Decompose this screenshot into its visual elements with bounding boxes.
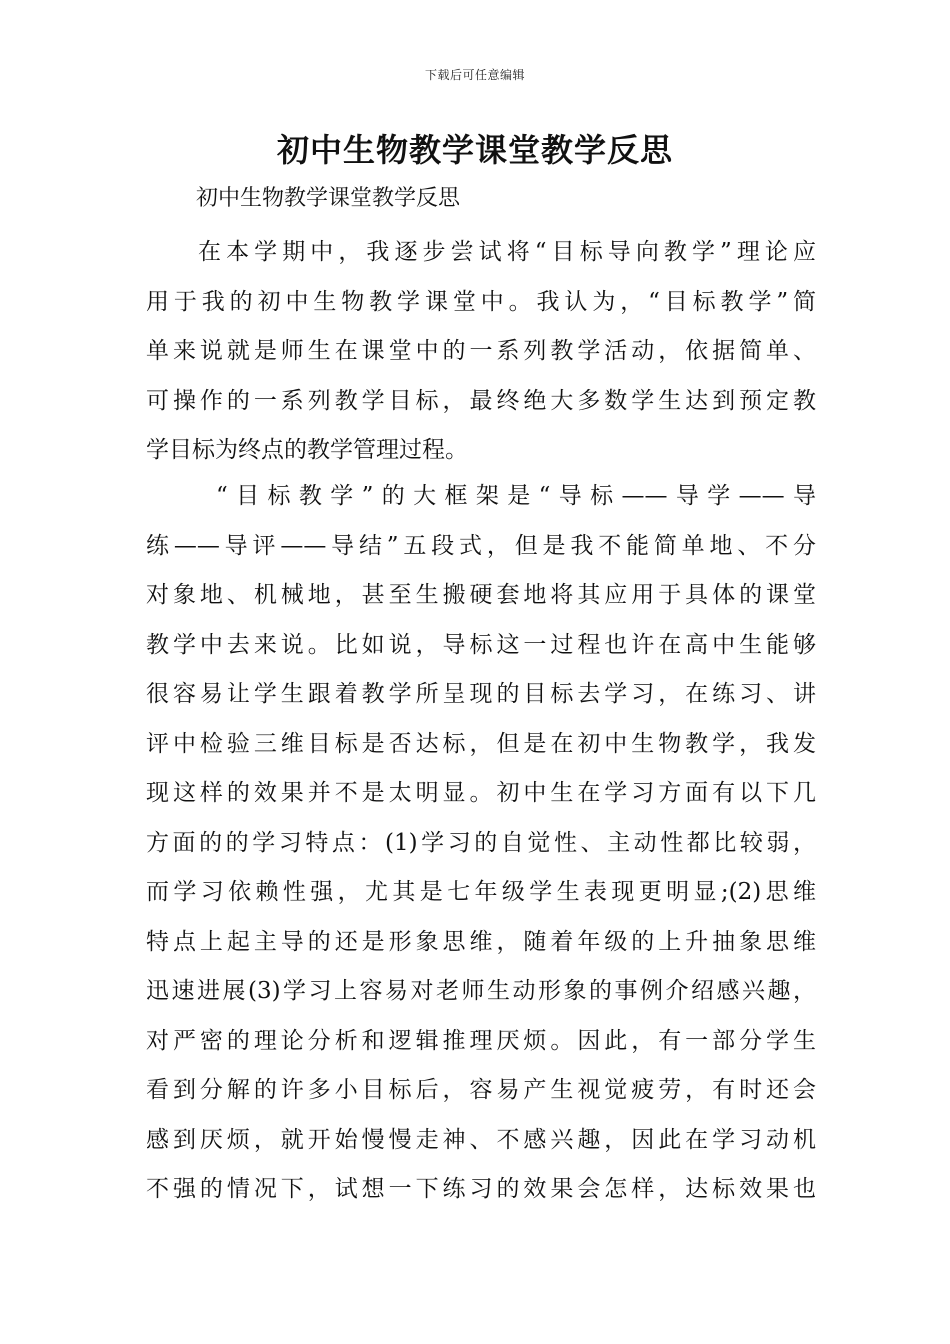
paragraph-line: 看到分解的许多小目标后，容易产生视觉疲劳，有时还会: [146, 1077, 816, 1103]
document-title: 初中生物教学课堂教学反思: [276, 131, 673, 169]
paragraph-line: 可操作的一系列教学目标，最终绝大多数学生达到预定教: [146, 387, 816, 414]
paragraph-line: 而学习依赖性强，尤其是七年级学生表现更明显;(2)思维: [146, 879, 816, 905]
paragraph-line: 对象地、机械地，甚至生搬硬套地将其应用于具体的课堂: [146, 582, 816, 608]
paragraph-2: [146, 472, 816, 1215]
paragraph-line: 对严密的理论分析和逻辑推理厌烦。因此，有一部分学生: [146, 1027, 816, 1054]
paragraph-line: 教学中去来说。比如说，导标这一过程也许在高中生能够: [146, 631, 816, 658]
paragraph-line: 特点上起主导的还是形象思维，随着年级的上升抽象思维: [146, 928, 816, 955]
paragraph-line: 不强的情况下，试想一下练习的效果会怎样，达标效果也: [146, 1176, 816, 1202]
paragraph-line: 很容易让学生跟着教学所呈现的目标去学习，在练习、讲: [146, 681, 816, 707]
paragraph-line: 现这样的效果并不是太明显。初中生在学习方面有以下几: [146, 780, 816, 806]
paragraph-line: “目标教学”的大框架是“导标——导学——导: [216, 483, 816, 509]
paragraph-line: 单来说就是师生在课堂中的一系列教学活动，依据简单、: [146, 338, 816, 364]
paragraph-line: 方面的的学习特点：(1)学习的自觉性、主动性都比较弱，: [146, 829, 816, 856]
paragraph-line: 感到厌烦，就开始慢慢走神、不感兴趣，因此在学习动机: [146, 1126, 816, 1153]
paragraph-line: 在本学期中，我逐步尝试将“目标导向教学”理论应: [198, 239, 816, 265]
paragraph-1: [146, 228, 816, 476]
paragraph-line: 学目标为终点的教学管理过程。: [146, 437, 468, 463]
paragraph-line: 迅速进展(3)学习上容易对老师生动形象的事例介绍感兴趣，: [146, 978, 816, 1004]
header-note: 下载后可任意编辑: [424, 68, 525, 82]
paragraph-line: 用于我的初中生物教学课堂中。我认为，“目标教学”简: [146, 288, 816, 315]
paragraph-line: 评中检验三维目标是否达标，但是在初中生物教学，我发: [146, 730, 816, 757]
paragraph-line: 练——导评——导结”五段式，但是我不能简单地、不分: [146, 532, 816, 559]
document-subtitle: 初中生物教学课堂教学反思: [196, 186, 461, 211]
